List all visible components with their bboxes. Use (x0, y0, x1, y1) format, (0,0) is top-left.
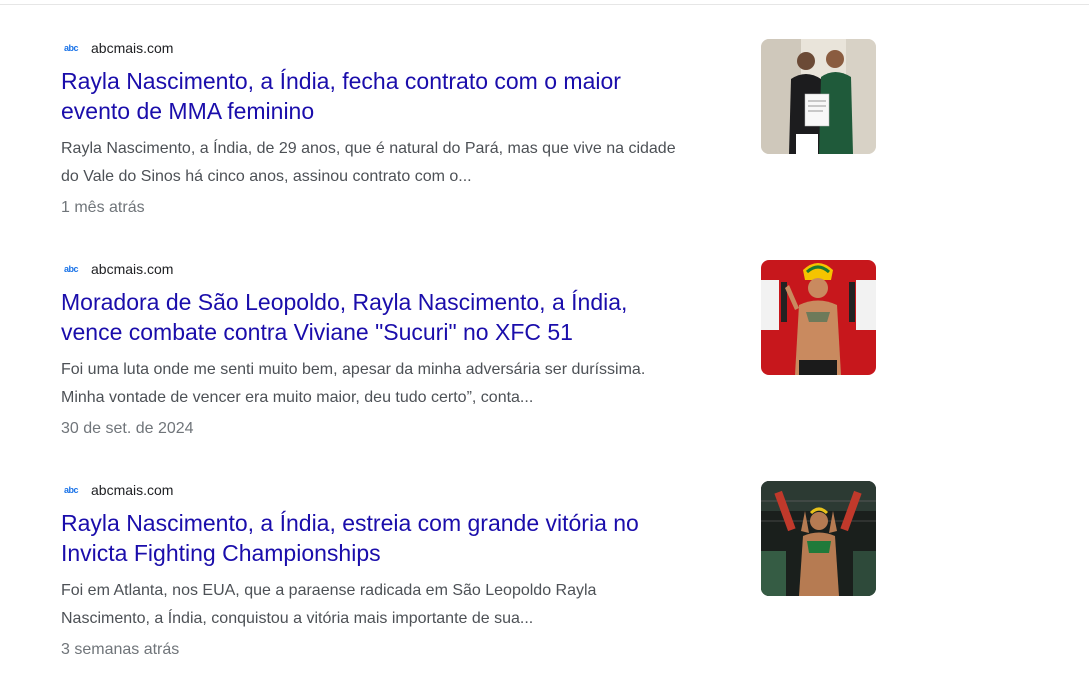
result-source[interactable] (61, 478, 876, 502)
snippet-line: Minha vontade de vencer era muito maior, deu tudo certo”, conta... (61, 389, 534, 406)
fighter-victory-image-icon (761, 481, 876, 596)
title-line[interactable]: Moradora de São Leopoldo, Rayla Nascimento, a Índia, (61, 289, 628, 315)
result-source[interactable] (61, 257, 876, 281)
two-women-contract-image-icon (761, 39, 876, 154)
result-snippet (61, 356, 741, 412)
snippet-line: Rayla Nascimento, a Índia, de 29 anos, que é natural do Pará, mas que vive na cidade (61, 140, 676, 157)
result-thumbnail[interactable] (761, 39, 876, 154)
top-divider (0, 4, 1089, 5)
title-line[interactable]: vence combate contra Viviane "Sucuri" no XFC 51 (61, 319, 573, 345)
result-snippet (61, 135, 741, 191)
abc-favicon-icon: abc (63, 264, 78, 274)
title-line[interactable]: Invicta Fighting Championships (61, 540, 381, 566)
news-result (61, 478, 876, 699)
snippet-line: Foi uma luta onde me senti muito bem, apesar da minha adversária ser duríssima. (61, 361, 646, 378)
fighter-weigh-in-image-icon (761, 260, 876, 375)
title-line[interactable]: Rayla Nascimento, a Índia, fecha contrato com o maior (61, 68, 621, 94)
result-date: 3 semanas atrás (61, 641, 180, 658)
result-thumbnail[interactable] (761, 260, 876, 375)
result-title-link[interactable] (61, 66, 721, 126)
abc-favicon-icon: abc (63, 485, 78, 495)
result-title-link[interactable] (61, 287, 721, 347)
title-line[interactable]: evento de MMA feminino (61, 98, 315, 124)
result-date: 1 mês atrás (61, 199, 145, 216)
snippet-line: do Vale do Sinos há cinco anos, assinou contrato com o... (61, 168, 472, 185)
source-name[interactable]: abcmais.com (91, 482, 174, 498)
source-name[interactable]: abcmais.com (91, 40, 174, 56)
result-snippet (61, 577, 741, 633)
snippet-line: Nascimento, a Índia, conquistou a vitória mais importante de sua... (61, 610, 534, 627)
source-name[interactable]: abcmais.com (91, 261, 174, 277)
news-result (61, 257, 876, 478)
result-source[interactable] (61, 36, 876, 60)
abc-favicon-icon: abc (63, 43, 78, 53)
snippet-line: Foi em Atlanta, nos EUA, que a paraense radicada em São Leopoldo Rayla (61, 582, 597, 599)
result-title-link[interactable] (61, 508, 721, 568)
news-result (61, 36, 876, 257)
result-date: 30 de set. de 2024 (61, 420, 194, 437)
news-results-list (61, 36, 876, 699)
result-thumbnail[interactable] (761, 481, 876, 596)
title-line[interactable]: Rayla Nascimento, a Índia, estreia com grande vitória no (61, 510, 639, 536)
